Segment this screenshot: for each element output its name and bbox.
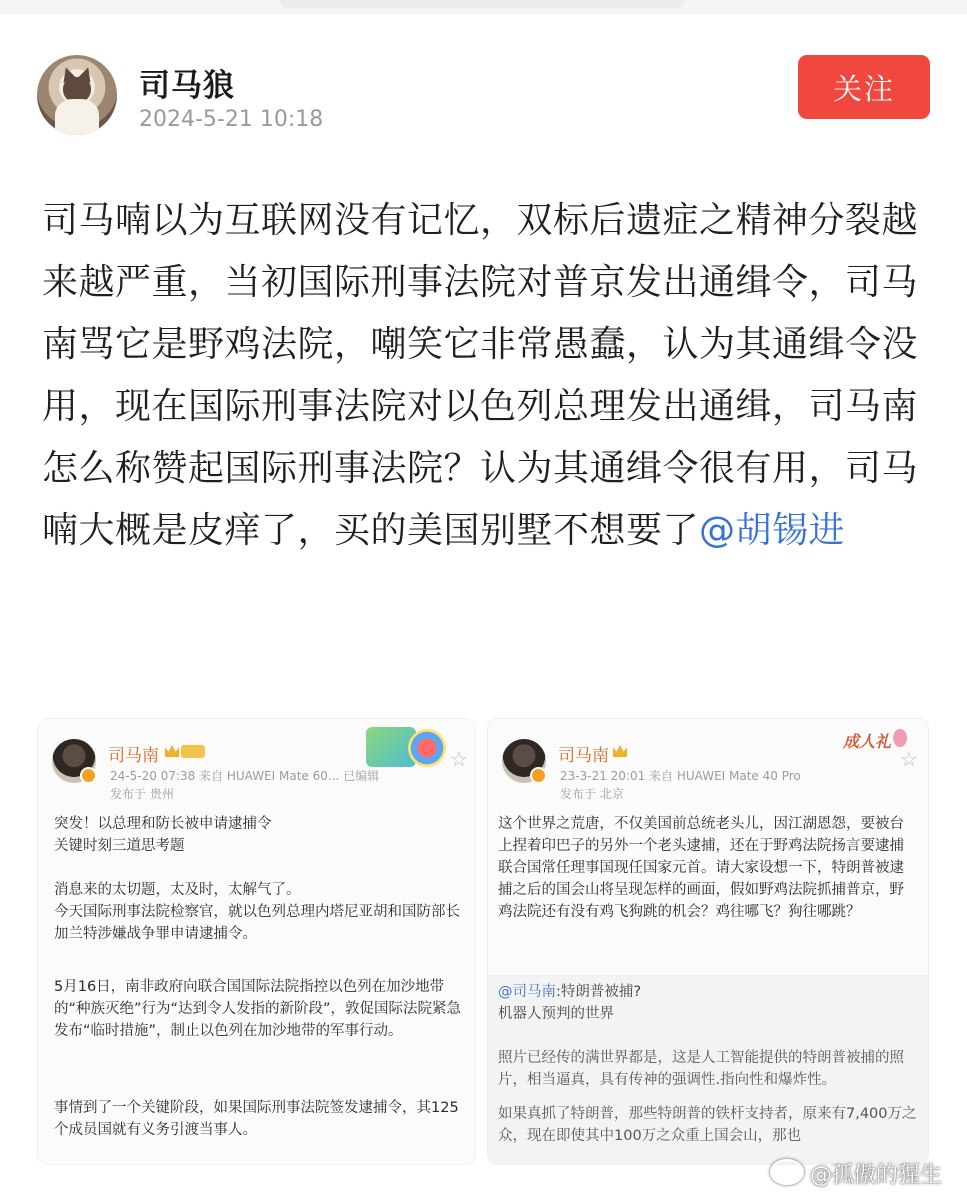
embedded-paragraph: 这个世界之荒唐，不仅美国前总统老头儿，因江湖恩怨，要被台上捏着印巴子的另外一个老头逮捕，还在于野鸡法院扬言要逮捕联合国常任理事国现任国家元首。请大家设想一下，特朗普被逮捕之后的国会山将呈现怎样的画面，假如野鸡法院抓捕普京，野鸡法院还有没有鸡飞狗跳的机会？鸡往哪飞？狗往哪跳？: [498, 816, 904, 920]
balloon-icon: [893, 729, 907, 747]
embedded-paragraph: 5月16日，南非政府向联合国国际法院指控以色列在加沙地带的“种族灭绝”行为“达到令人发指的新阶段”，敦促国际法院紧急发布“临时措施”，制止以色列在加沙地带的军事行动。: [54, 979, 462, 1039]
author-name[interactable]: 司马狼: [139, 68, 235, 104]
embedded-location: 发布于 北京: [560, 787, 624, 801]
search-pill: [280, 0, 685, 8]
quoted-post-header: [498, 981, 918, 1025]
cat-body: [55, 99, 99, 135]
follow-button[interactable]: 关注: [798, 55, 930, 119]
verified-badge-icon: [530, 767, 547, 784]
quoted-paragraph: 照片已经传的满世界都是，这是人工智能提供的特朗普被捕的照片，相当逼真，具有传神的强调性.指向性和爆炸性。: [498, 1050, 904, 1088]
post-body: [42, 190, 930, 562]
quoted-handle: @司马南: [498, 984, 556, 1000]
watermark-text: @孤傲的猩生: [810, 1163, 943, 1188]
quoted-subtitle: 机器人预判的世界: [498, 1006, 614, 1022]
top-status-bar: [0, 0, 967, 14]
embedded-location: 发布于 贵州: [110, 787, 174, 801]
embedded-screenshot-right[interactable]: [488, 719, 928, 1164]
weibo-logo-icon: [770, 1159, 804, 1185]
star-icon: ☆: [450, 747, 468, 771]
quoted-paragraph: 如果真抓了特朗普，那些特朗普的铁杆支持者，原来有7,400万之众，现在即使其中100万之众重上国会山，那也: [498, 1106, 917, 1144]
post-text: 司马喃以为互联网没有记忆，双标后遗症之精神分裂越来越严重，当初国际刑事法院对普京发出通缉令，司马南骂它是野鸡法院，嘲笑它非常愚蠢，认为其通缉令没用，现在国际刑事法院对以色列总理发出通缉，司马南怎么称赞起国际刑事法院？认为其通缉令很有用，司马喃大概是皮痒了，买的美国别墅不想要了: [42, 200, 919, 551]
vip-badge-icon: [181, 745, 205, 758]
post-timestamp: 2024-5-21 10:18: [139, 107, 324, 132]
embedded-author-name: 司马南: [558, 746, 609, 766]
sticker-text: 成人礼: [843, 732, 892, 751]
quoted-title: :特朗普被捕?: [556, 984, 642, 1000]
mention-link[interactable]: @胡锡进: [699, 510, 846, 551]
watermark: [770, 1158, 942, 1189]
embedded-author-name: 司马南: [108, 746, 159, 766]
star-icon: ☆: [900, 747, 918, 771]
embedded-meta: 24-5-20 07:38 来自 HUAWEI Mate 60... 已编辑: [110, 769, 380, 783]
embedded-screenshot-left[interactable]: [38, 719, 475, 1164]
crown-icon: [165, 745, 179, 757]
author-avatar[interactable]: [37, 55, 117, 135]
embedded-paragraph: 消息来的太切题，太及时，太解气了。 今天国际刑事法院检察官，就以色列总理内塔尼亚胡和国防部长加兰特涉嫌战争罪申请逮捕令。: [54, 882, 460, 942]
verified-badge-icon: [80, 767, 97, 784]
crown-icon: [613, 745, 627, 757]
sticker-image: [408, 729, 446, 767]
embedded-paragraph: 突发！以总理和防长被申请逮捕令 关键时刻三道思考题: [54, 816, 272, 854]
embedded-paragraph: 事情到了一个关键阶段，如果国际刑事法院签发逮捕令，其125个成员国就有义务引渡当事人。: [54, 1100, 459, 1138]
embedded-meta: 23-3-21 20:01 来自 HUAWEI Mate 40 Pro: [560, 769, 801, 783]
